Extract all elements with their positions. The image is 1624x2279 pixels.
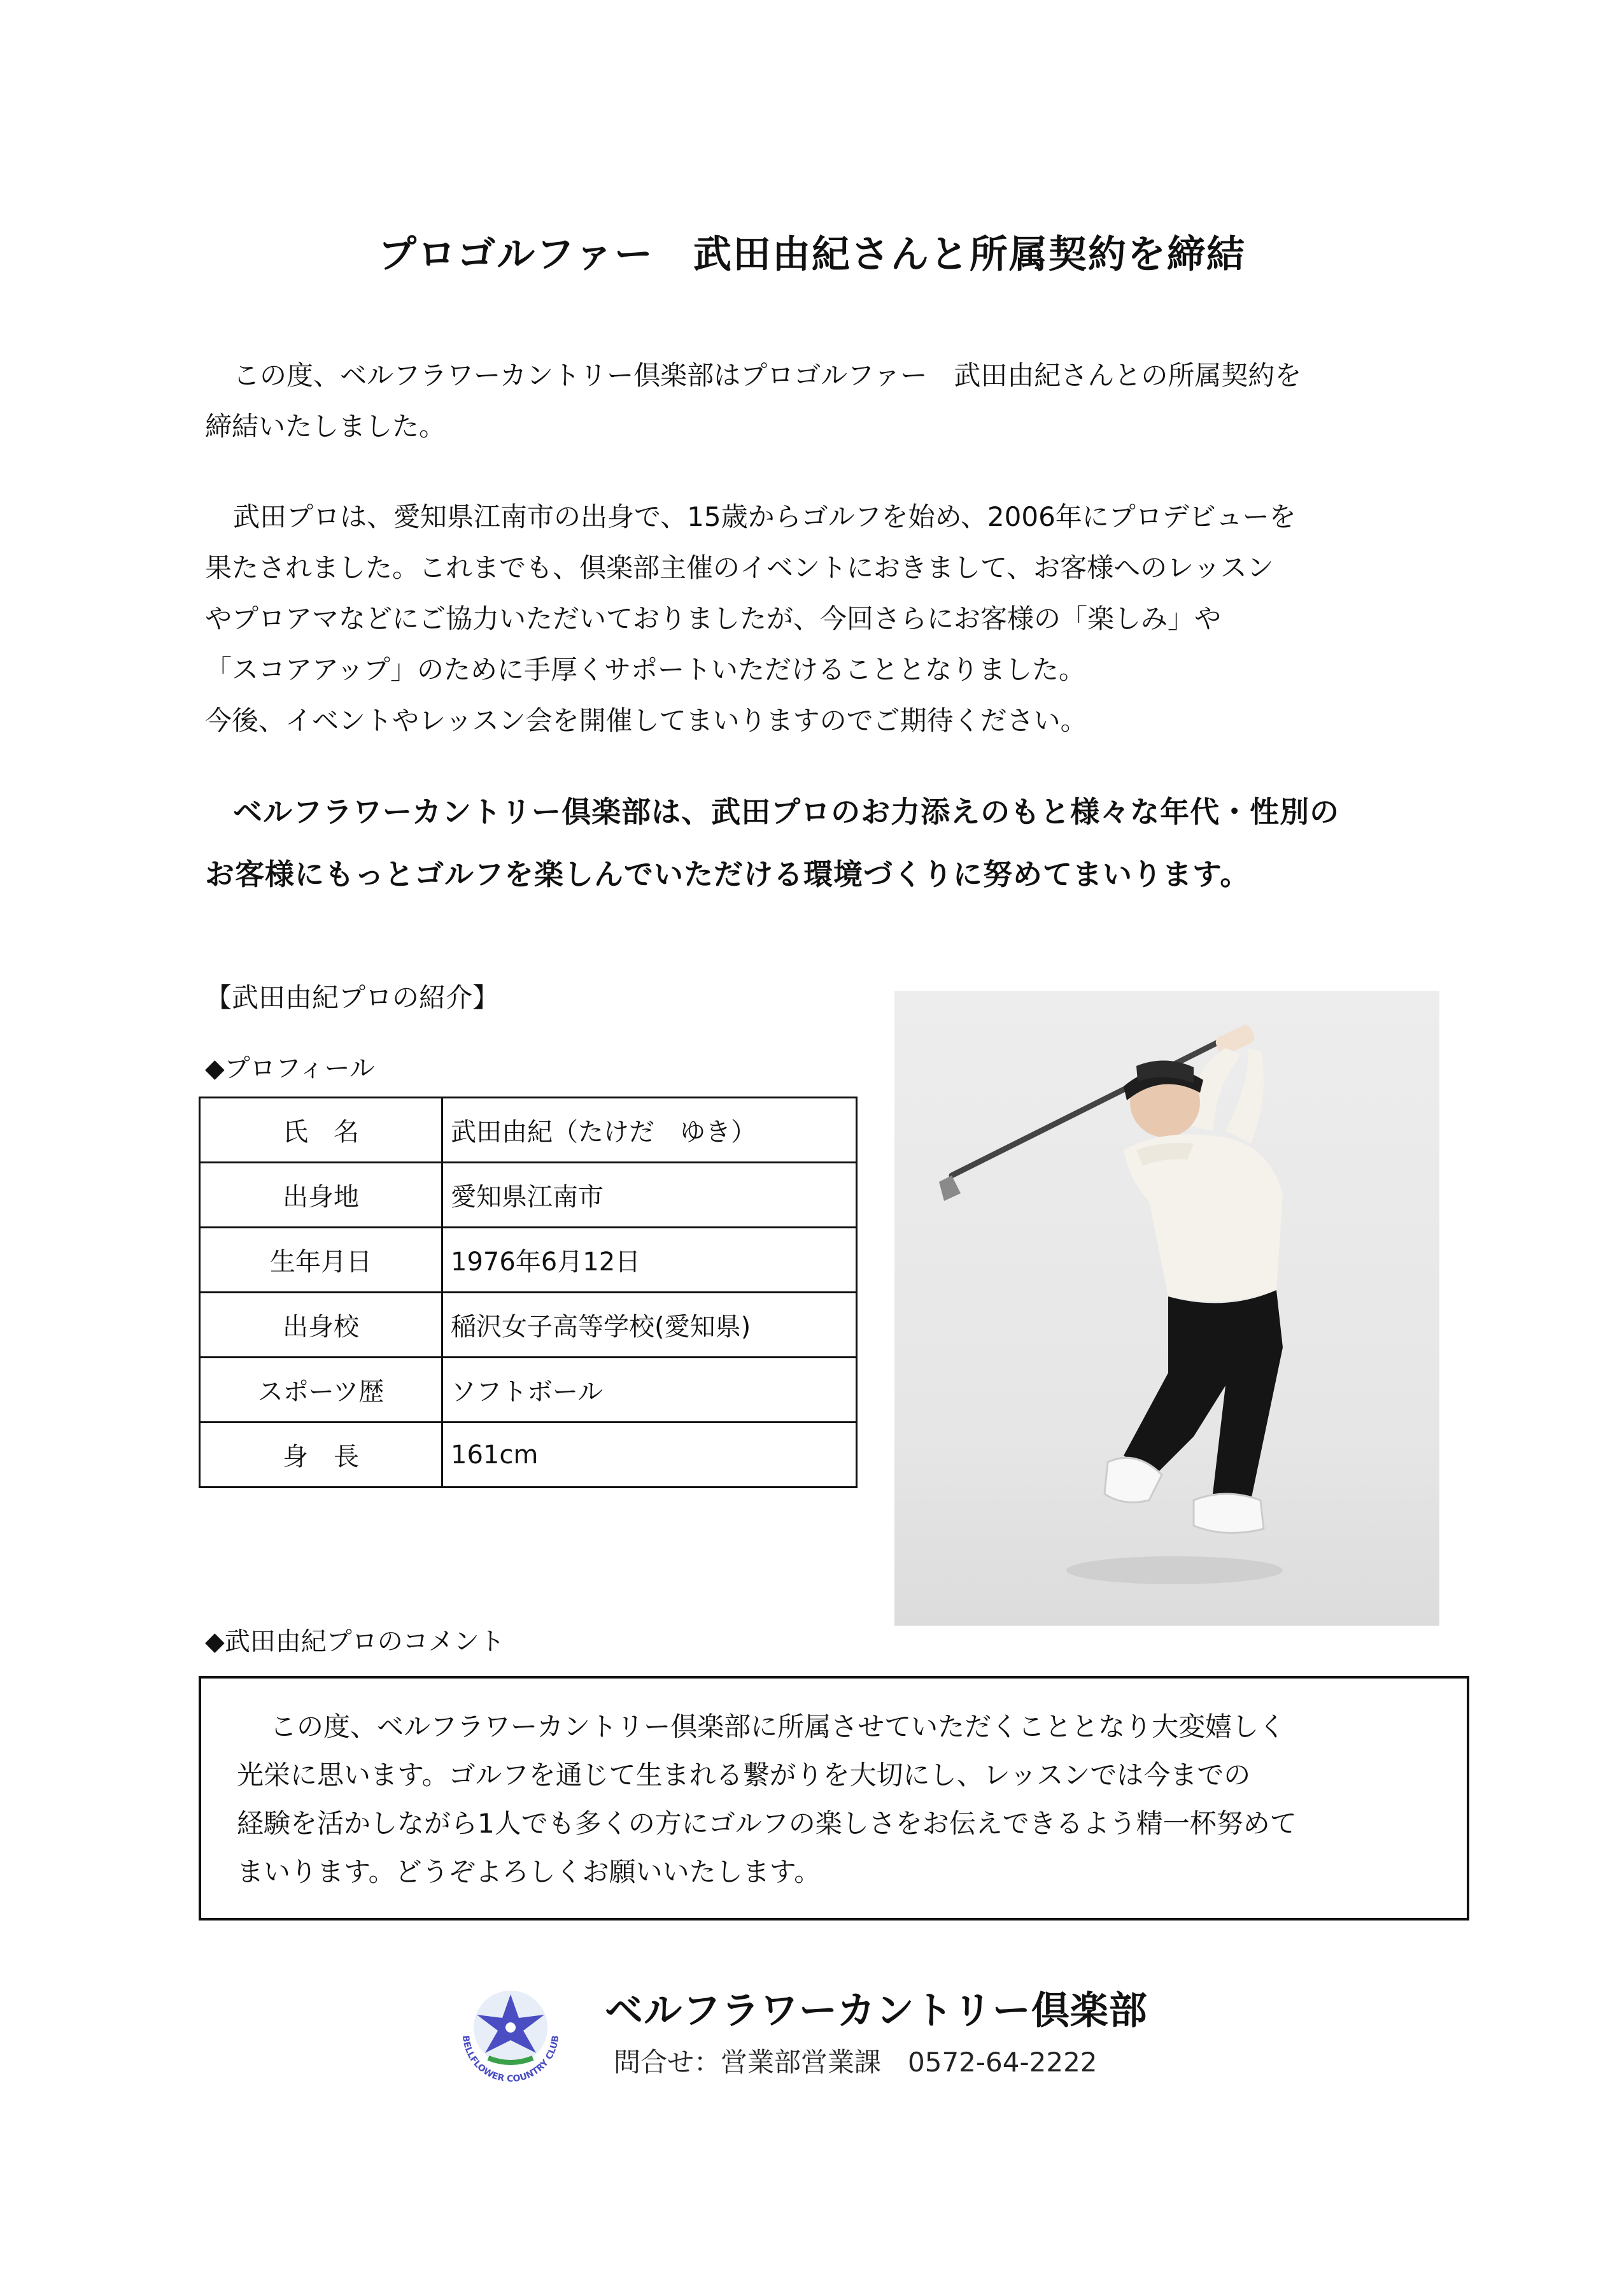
table-row [200,1228,857,1293]
table-row [200,1293,857,1358]
profile-label: 出身校 [200,1293,442,1358]
bellflower-logo-icon [450,1983,571,2085]
profile-value: 愛知県江南市 [442,1163,857,1228]
comment-line: 光栄に思います。ゴルフを通じて生まれる繋がりを大切にし、レッスンでは今までの [237,1759,1251,1791]
bellflower-logo [450,1983,571,2085]
profile-value: 161cm [442,1423,857,1487]
body-line: 果たされました。これまでも、倶楽部主催のイベントにおきまして、お客様へのレッスン [205,552,1274,583]
profile-label: 生年月日 [200,1228,442,1293]
club-name: ベルフラワーカントリー倶楽部 [605,1989,1148,2033]
profile-label: 身 長 [200,1423,442,1487]
intro-line: この度、ベルフラワーカントリー倶楽部はプロゴルファー 武田由紀さんとの所属契約を [233,360,1302,391]
profile-label: 氏 名 [200,1098,442,1163]
body-line: 今後、イベントやレッスン会を開催してまいりますのでご期待ください。 [205,705,1087,736]
golfer-photo [894,991,1439,1626]
comment-heading: ◆武田由紀プロのコメント [205,1627,505,1656]
profile-heading: ◆プロフィール [205,1054,375,1083]
comment-line: まいります。どうぞよろしくお願いいたします。 [237,1856,821,1887]
emphasis-line: お客様にもっとゴルフを楽しんでいただける環境づくりに努めてまいります。 [205,857,1250,891]
body-line: 「スコアアップ」のために手厚くサポートいただけることとなりました。 [205,654,1086,685]
intro-paragraph [205,350,1453,452]
profile-value: 武田由紀（たけだ ゆき） [442,1098,857,1163]
profile-table [199,1097,858,1488]
table-row [200,1358,857,1423]
emphasis-line: ベルフラワーカントリー倶楽部は、武田プロのお力添えのもと様々な年代・性別の [233,795,1340,829]
body-paragraph [205,492,1453,746]
introduction-heading: 【武田由紀プロの紹介】 [205,982,500,1013]
contact-info: 問合せ：営業部営業課 0572-64-2222 [614,2047,1098,2078]
table-row [200,1098,857,1163]
profile-value: 1976年6月12日 [442,1228,857,1293]
logo-text: BELLFLOWER COUNTRY CLUB [460,2034,561,2085]
body-line: やプロアマなどにご協力いただいておりましたが、今回さらにお客様の「楽しみ」や [205,603,1222,634]
body-line: 武田プロは、愛知県江南市の出身で、15歳からゴルフを始め、2006年にプロデビューを [233,501,1296,532]
emphasis-paragraph [205,781,1453,905]
profile-label: 出身地 [200,1163,442,1228]
comment-box [199,1676,1469,1920]
table-row [200,1423,857,1487]
profile-value: ソフトボール [442,1358,857,1423]
table-row [200,1163,857,1228]
comment-line: 経験を活かしながら1人でも多くの方にゴルフの楽しさをお伝えできるよう精一杯努めて [237,1808,1297,1839]
profile-label: スポーツ歴 [200,1358,442,1423]
profile-value: 稲沢女子高等学校(愛知県) [442,1293,857,1358]
comment-line: この度、ベルフラワーカントリー倶楽部に所属させていただくこととなり大変嬉しく [270,1711,1286,1742]
page-title: プロゴルファー 武田由紀さんと所属契約を締結 [378,232,1246,277]
intro-line: 締結いたしました。 [205,411,446,442]
golfer-illustration-icon [894,991,1439,1626]
